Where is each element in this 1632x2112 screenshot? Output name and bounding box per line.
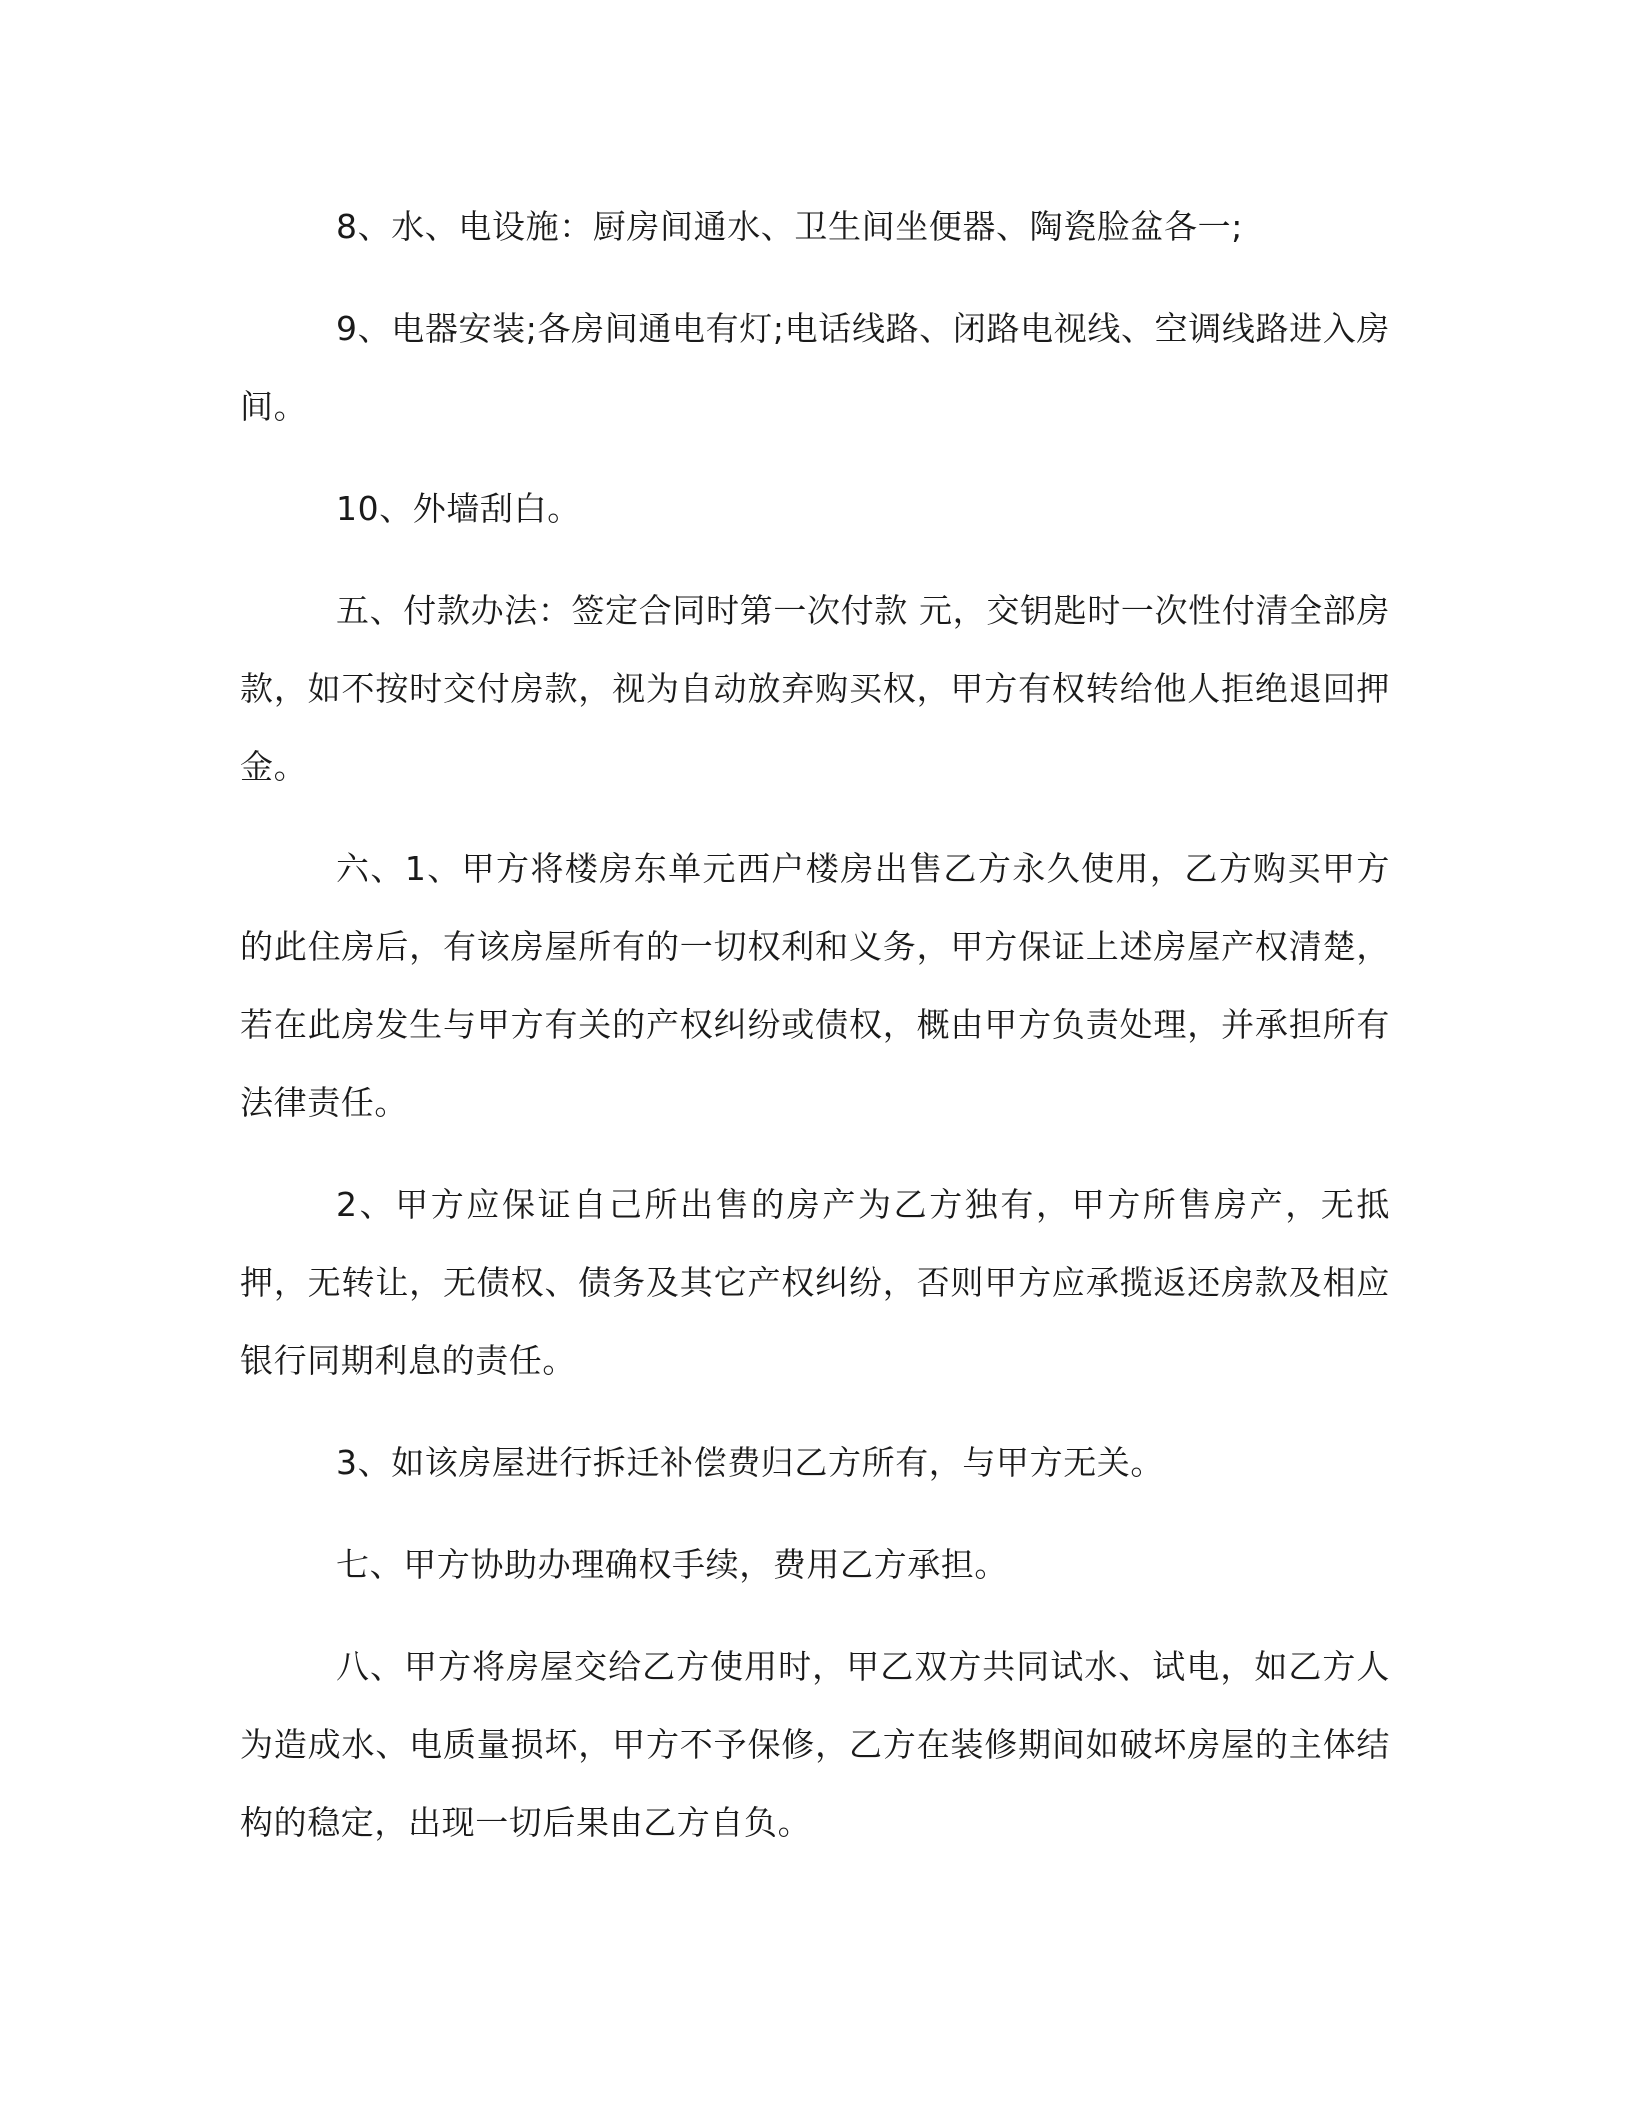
paragraph-water-electric-facilities: 8、水、电设施：厨房间通水、卫生间坐便器、陶瓷脸盆各一; bbox=[336, 207, 1243, 246]
paragraph-exterior-wall: 10、外墙刮白。 bbox=[336, 489, 581, 528]
paragraph-exclusive-ownership: 2、甲方应保证自己所出售的房产为乙方独有，甲方所售房产，无抵押，无转让，无债权、债务及其它产权纠纷，否则甲方应承揽返还房款及相应银行同期利息的责任。 bbox=[240, 1185, 1390, 1380]
paragraph-electrical-installation: 9、电器安装;各房间通电有灯;电话线路、闭路电视线、空调线路进入房间。 bbox=[240, 309, 1390, 426]
document-body bbox=[240, 188, 1390, 1886]
paragraph-sale-rights: 六、1、甲方将楼房东单元西户楼房出售乙方永久使用，乙方购买甲方的此住房后，有该房屋所有的一切权利和义务，甲方保证上述房屋产权清楚，若在此房发生与甲方有关的产权纠纷或债权，概由甲方负责处理，并承担所有法律责任。 bbox=[240, 849, 1390, 1122]
paragraph-payment-method: 五、付款办法：签定合同时第一次付款 元，交钥匙时一次性付清全部房款，如不按时交付房款，视为自动放弃购买权，甲方有权转给他人拒绝退回押金。 bbox=[240, 591, 1390, 786]
paragraph-handover-testing: 八、甲方将房屋交给乙方使用时，甲乙双方共同试水、试电，如乙方人为造成水、电质量损坏，甲方不予保修，乙方在装修期间如破坏房屋的主体结构的稳定，出现一切后果由乙方自负。 bbox=[240, 1647, 1390, 1842]
paragraph-title-procedure: 七、甲方协助办理确权手续，费用乙方承担。 bbox=[336, 1545, 1008, 1584]
paragraph-demolition-compensation: 3、如该房屋进行拆迁补偿费归乙方所有，与甲方无关。 bbox=[336, 1443, 1164, 1482]
